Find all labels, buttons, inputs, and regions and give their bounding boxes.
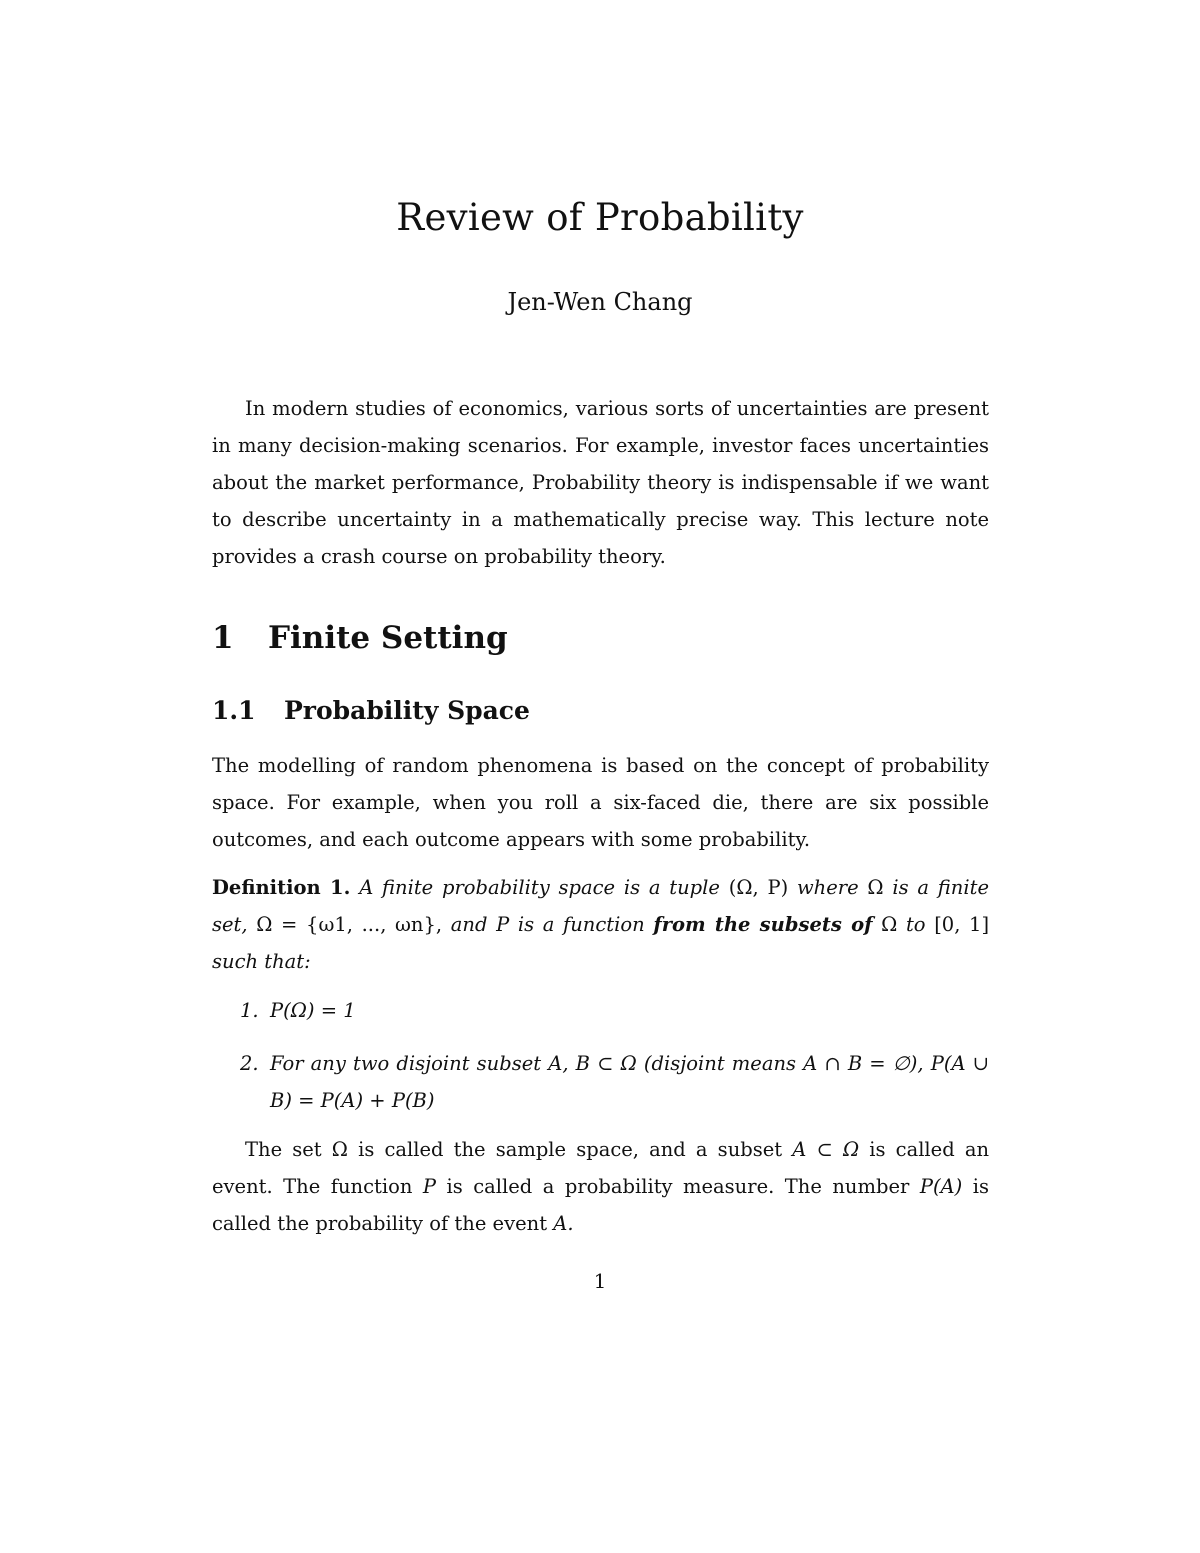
definition-text: such that: xyxy=(212,950,311,973)
intro-paragraph-text: The modelling of random phenomena is based on the concept of probability space. For example, when you roll a six-faced die, there are six possible outcomes, and each outcome appears with some probability. xyxy=(212,754,989,851)
definition-text: is a finite set, xyxy=(212,876,989,936)
condition-text: For any two disjoint subset xyxy=(270,1052,542,1075)
math-inline: Ω xyxy=(867,876,884,899)
condition-text: P(Ω) = 1 xyxy=(270,999,356,1022)
definition-paragraph xyxy=(212,869,989,980)
condition-marker: 1. xyxy=(240,999,259,1022)
section-heading xyxy=(212,620,508,656)
abstract xyxy=(212,390,989,575)
definition-text: A finite probability space is a tuple xyxy=(359,876,720,899)
sample-space-paragraph xyxy=(212,1131,989,1242)
definition-text: and xyxy=(450,913,488,936)
document-title: Review of Probability xyxy=(396,196,804,239)
page-number: 1 xyxy=(593,1269,607,1293)
paragraph-text: is called an event. The function xyxy=(212,1138,990,1198)
condition-item xyxy=(212,992,989,1029)
math-inline: A ⊂ Ω xyxy=(792,1138,860,1161)
math-inline: Ω xyxy=(881,913,898,936)
definition-block xyxy=(212,869,989,980)
abstract-paragraph: In modern studies of economics, various sorts of uncertainties are present in many decision-making scenarios. For example, investor faces uncertainties about the market performance, Probability theory is indispensable if we want to describe uncertainty in a mathematically precise way. This lecture note provides a crash course on probability theory. xyxy=(212,397,989,568)
definition-text: where xyxy=(796,876,859,899)
subsection-title: Probability Space xyxy=(284,696,530,725)
paragraph-text: The set xyxy=(245,1138,322,1161)
sample-space-paragraph-text xyxy=(212,1131,989,1242)
definition-emphasis: from the subsets of xyxy=(653,913,873,936)
math-inline: A. xyxy=(553,1212,574,1235)
math-inline: P(A) xyxy=(919,1175,963,1198)
condition-marker: 2. xyxy=(240,1052,259,1075)
paragraph-text: is called the sample space, and a subset xyxy=(358,1138,783,1161)
paragraph-text: is called a probability measure. The number xyxy=(446,1175,910,1198)
subsection-heading xyxy=(212,696,530,725)
math-inline: A ∩ B = ∅), xyxy=(803,1052,924,1075)
math-inline: (Ω, P) xyxy=(728,876,789,899)
section-number: 1 xyxy=(212,620,234,656)
section-title: Finite Setting xyxy=(268,620,508,656)
condition-item xyxy=(212,1045,989,1119)
definition-conditions xyxy=(212,992,989,1135)
math-inline: Ω = {ω1, ..., ωn}, xyxy=(256,913,443,936)
math-inline: A, B ⊂ Ω xyxy=(548,1052,637,1075)
condition-text: (disjoint means xyxy=(643,1052,797,1075)
document-author: Jen-Wen Chang xyxy=(507,288,693,316)
math-inline: P xyxy=(422,1175,436,1198)
definition-label: Definition 1. xyxy=(212,876,351,899)
math-inline: P(A ∪ B) = P(A) + P(B) xyxy=(270,1052,989,1112)
subsection-number: 1.1 xyxy=(212,696,256,725)
definition-text: to xyxy=(905,913,926,936)
intro-paragraph xyxy=(212,747,989,858)
paragraph-text: is called the probability of the event xyxy=(212,1175,989,1235)
math-inline: P xyxy=(496,913,510,936)
math-inline: [0, 1] xyxy=(934,913,990,936)
math-inline: Ω xyxy=(331,1138,348,1161)
definition-text: is a function xyxy=(517,913,645,936)
